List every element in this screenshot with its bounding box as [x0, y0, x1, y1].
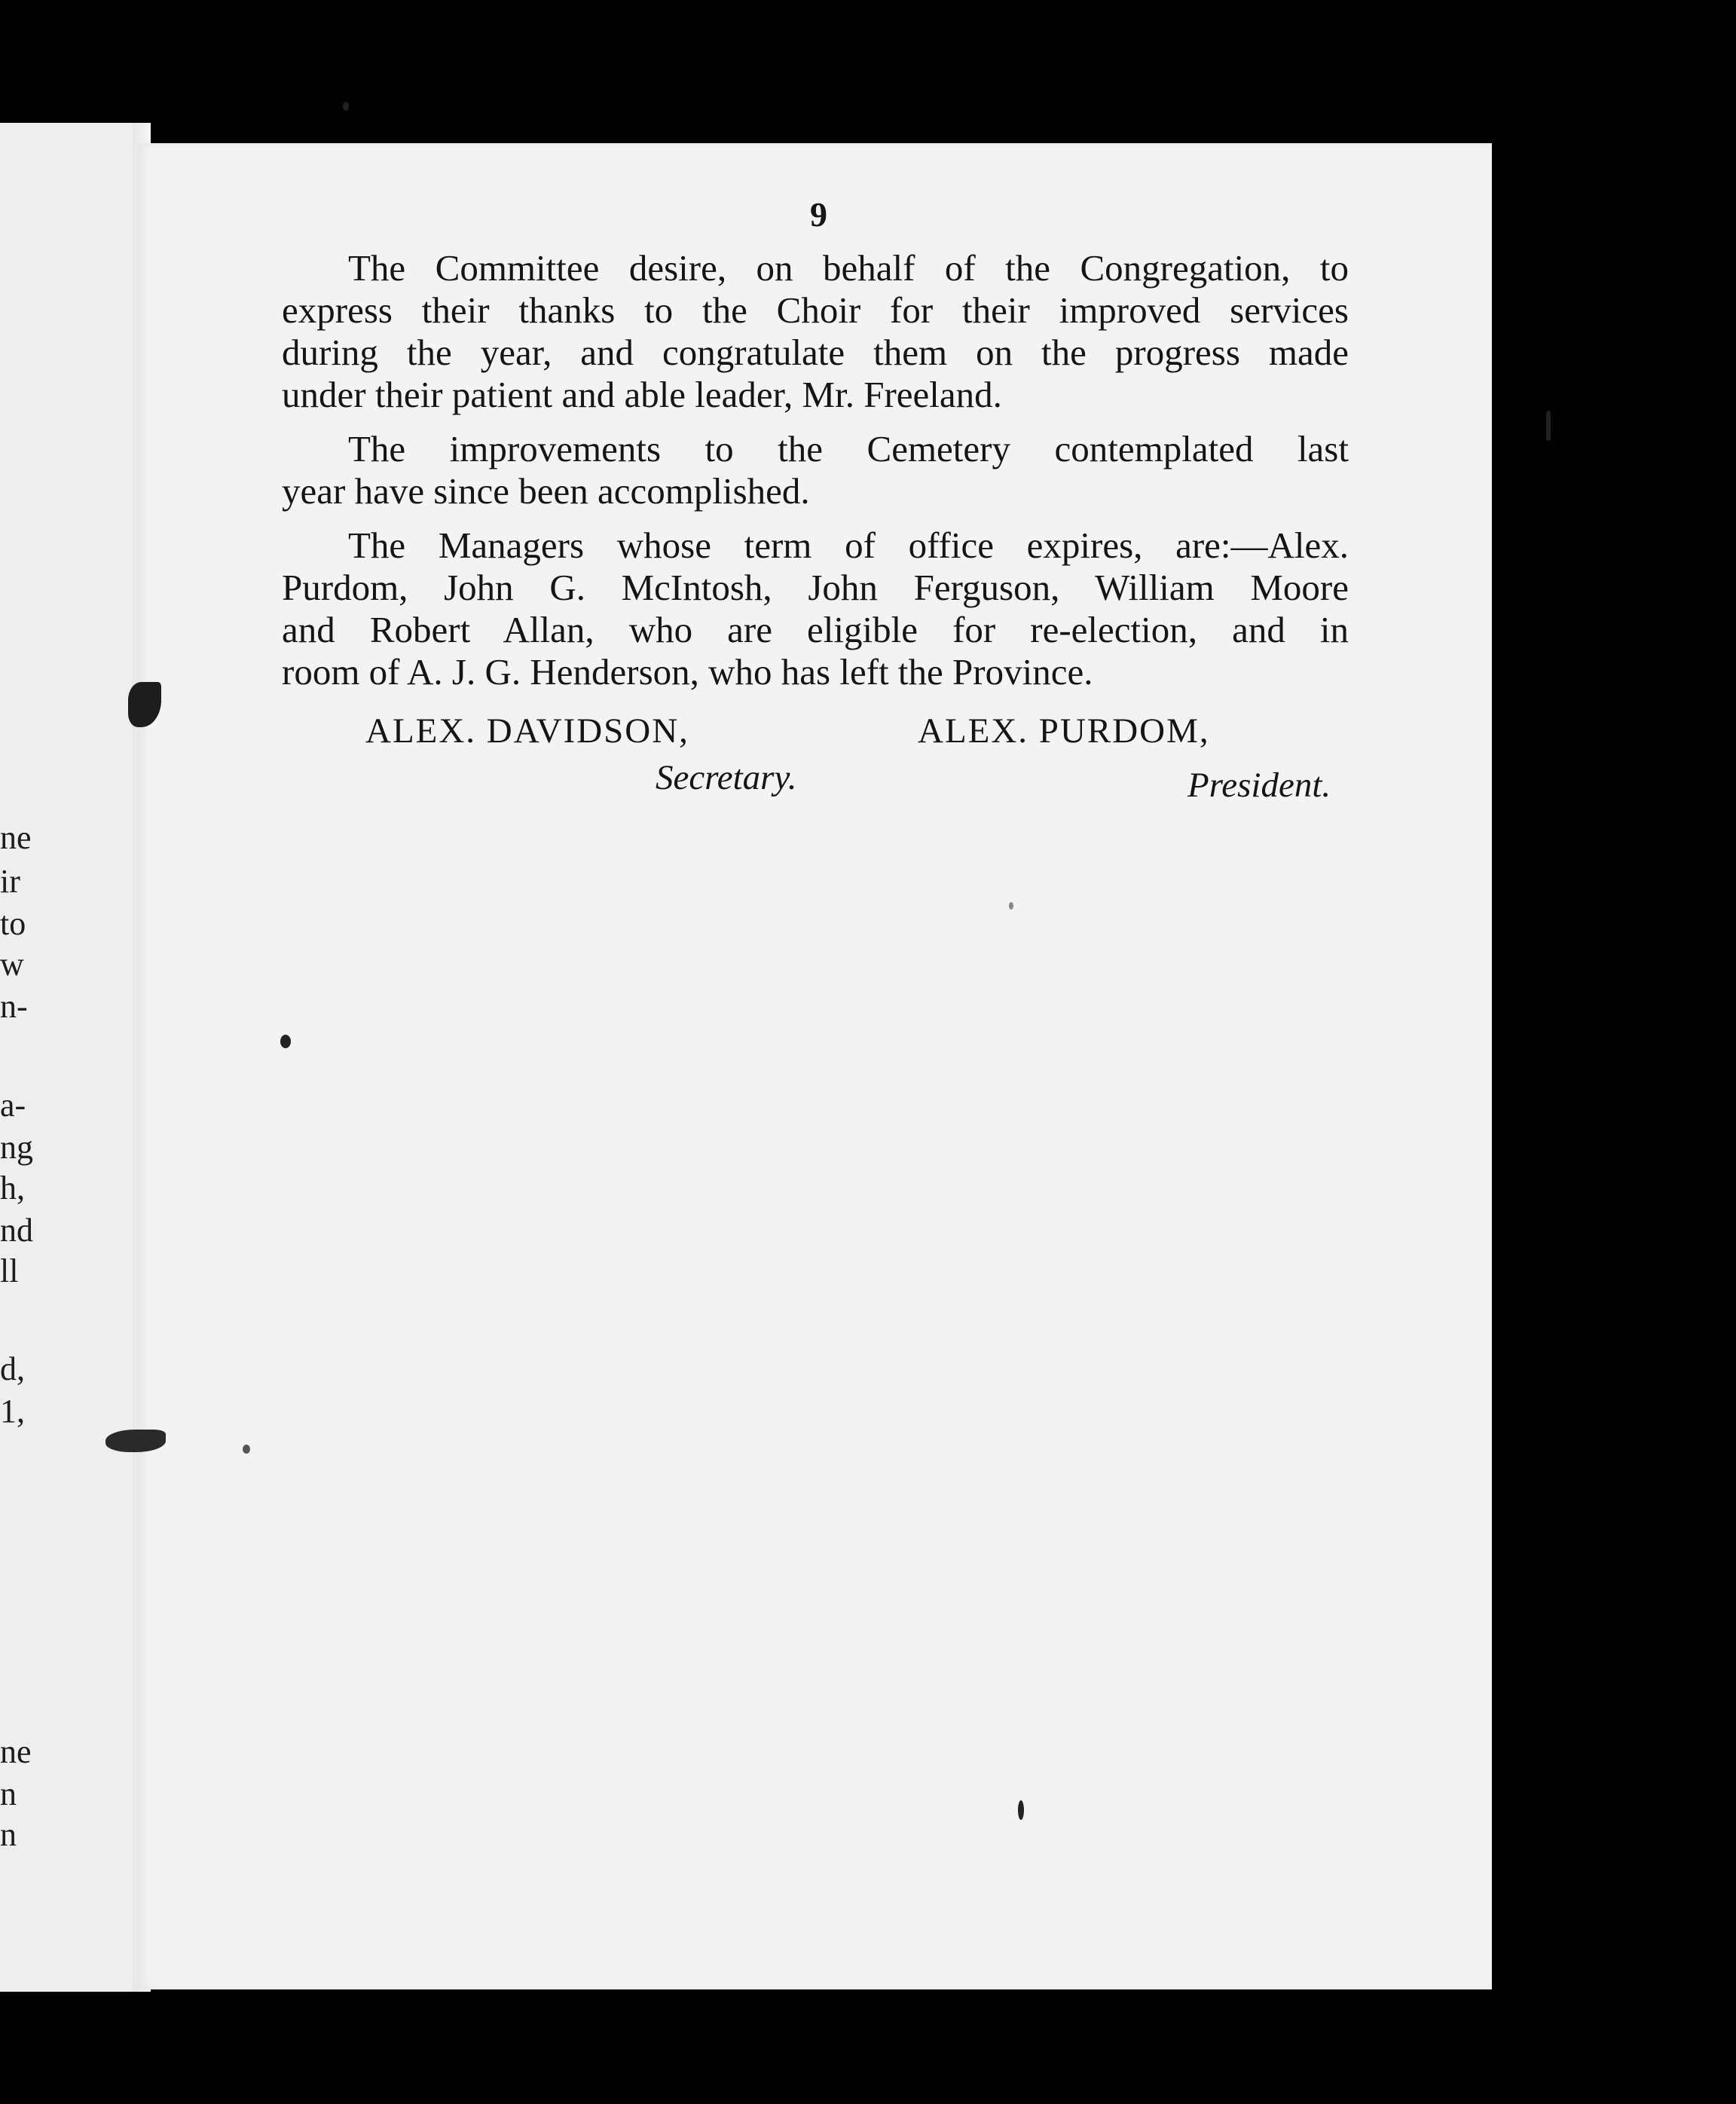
paragraph-managers — [282, 524, 1349, 693]
text-line: The improvements to the Cemetery contemplated last — [348, 428, 1349, 469]
scan-speck — [1009, 902, 1013, 910]
text-line: and Robert Allan, who are eligible for re-election, and in — [282, 609, 1349, 650]
scan-speck — [343, 102, 349, 111]
text-line: express their thanks to the Choir for their improved services — [282, 289, 1349, 331]
left-page-fragment: n- — [0, 988, 28, 1025]
left-page-fragment: 1, — [0, 1393, 25, 1430]
text-line: year have since been accomplished. — [282, 470, 810, 512]
left-page-fragment: ir — [0, 863, 20, 900]
left-page-fragment: ne — [0, 819, 32, 856]
secretary-title: Secretary. — [656, 758, 797, 797]
page-number: 9 — [810, 195, 827, 234]
paragraph-cemetery — [282, 428, 1349, 512]
left-page-fragment: ng — [0, 1129, 33, 1166]
text-line: The Managers whose term of office expires, are:—Alex. — [348, 524, 1349, 566]
president-title: President. — [1187, 766, 1331, 805]
scan-speck — [280, 1035, 291, 1048]
paragraph-choir-thanks — [282, 247, 1349, 416]
left-page-fragment: n — [0, 1816, 17, 1853]
left-page-fragment: ne — [0, 1733, 32, 1770]
text-line: under their patient and able leader, Mr. Freeland. — [282, 374, 1002, 415]
scan-speck — [243, 1445, 250, 1454]
left-page-fragment: ll — [0, 1252, 19, 1289]
left-page-fragment: h, — [0, 1170, 25, 1206]
left-page-fragment: nd — [0, 1212, 33, 1249]
president-name: ALEX. PURDOM, — [918, 711, 1210, 751]
scan-speck — [1018, 1800, 1024, 1820]
left-page-fragment: w — [0, 946, 24, 983]
scan-speck — [1546, 411, 1551, 441]
left-page-fragment: to — [0, 905, 26, 942]
text-line: The Committee desire, on behalf of the Congregation, to — [348, 247, 1349, 289]
left-page — [0, 123, 151, 1992]
left-page-fragment: a- — [0, 1087, 26, 1124]
left-page-fragment: d, — [0, 1350, 25, 1387]
scan-blot — [105, 1430, 166, 1452]
right-page — [137, 143, 1492, 1989]
text-line: room of A. J. G. Henderson, who has left the Province. — [282, 651, 1093, 693]
text-line: during the year, and congratulate them on the progress made — [282, 332, 1349, 373]
secretary-name: ALEX. DAVIDSON, — [365, 711, 689, 751]
left-page-fragment: n — [0, 1775, 17, 1812]
text-line: Purdom, John G. McIntosh, John Ferguson, William Moore — [282, 567, 1349, 608]
